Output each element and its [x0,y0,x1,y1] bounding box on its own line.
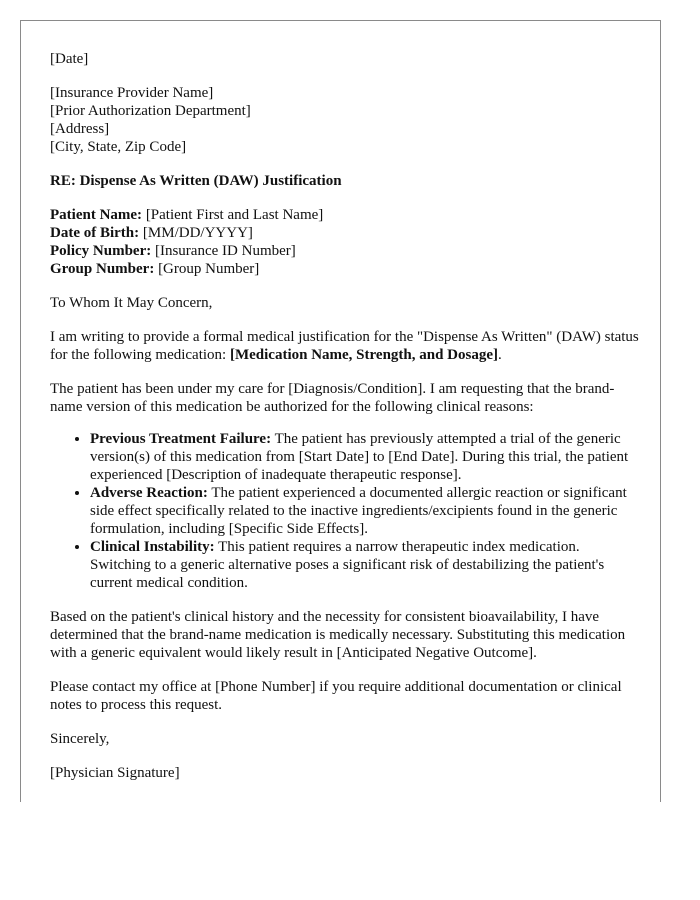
reason-item-treatment-failure [90,430,640,484]
recipient-address [50,84,640,156]
letter-subject: RE: Dispense As Written (DAW) Justification [50,173,342,189]
reason-text: This patient requires a narrow therapeutic index medication. Switching to a generic alternative poses a significant risk of destabilizing the patient's current medical condition. [90,539,605,591]
care-paragraph: The patient has been under my care for [Diagnosis/Condition]. I am requesting that the brand-name version of this medication be authorized for the following clinical reasons: [50,381,615,415]
intro-paragraph [50,328,640,364]
policy-number-value: [Insurance ID Number] [151,243,296,259]
patient-info [50,206,640,278]
intro-medication: [Medication Name, Strength, and Dosage] [229,347,499,363]
history-paragraph: Based on the patient's clinical history and the necessity for consistent bioavailability, I have determined that the brand-name medication is medically necessary. Substituting this medication with a generic equivalent would likely result in [Anticipated Negative Outcome]. [50,609,626,661]
group-number-label: Group Number: [50,261,155,277]
reason-label: Clinical Instability: [90,539,215,555]
recipient-city-state-zip: [City, State, Zip Code] [50,139,187,155]
recipient-address-line: [Address] [50,121,110,137]
salutation: To Whom It May Concern, [50,295,213,311]
reason-item-adverse-reaction [90,484,640,538]
patient-dob-label: Date of Birth: [50,225,140,241]
intro-text: I am writing to provide a formal medical justification for the "Dispense As Written" (DAW) status for the following medication: [50,329,639,363]
reason-label: Adverse Reaction: [90,485,208,501]
policy-number-label: Policy Number: [50,243,152,259]
patient-name-label: Patient Name: [50,207,143,223]
letter-date: [Date] [50,51,89,67]
letter-body [50,50,640,798]
policy-number-row [50,242,640,260]
clinical-reasons-list [50,430,640,592]
physician-signature: [Physician Signature] [50,765,180,781]
patient-dob-row [50,224,640,242]
reason-text: The patient has previously attempted a trial of the generic version(s) of this medication from [Start Date] to [End Date]. During this trial, the patient experienced [Description of inadequate therapeutic response]. [90,431,629,483]
closing: Sincerely, [50,731,110,747]
intro-end: . [498,347,502,363]
patient-dob-value: [MM/DD/YYYY] [139,225,253,241]
group-number-value: [Group Number] [154,261,260,277]
patient-name-value: [Patient First and Last Name] [142,207,324,223]
reason-text: The patient experienced a documented allergic reaction or significant side effect specifically related to the inactive ingredients/excipients found in the generic formulation, including [Specific Side Effects]. [90,485,627,537]
group-number-row [50,260,640,278]
recipient-name: [Insurance Provider Name] [50,85,214,101]
patient-name-row [50,206,640,224]
reason-label: Previous Treatment Failure: [90,431,272,447]
contact-paragraph: Please contact my office at [Phone Number] if you require additional documentation or clinical notes to process this request. [50,679,622,713]
recipient-department: [Prior Authorization Department] [50,103,251,119]
letter-page [20,20,661,802]
reason-item-clinical-instability [90,538,640,592]
